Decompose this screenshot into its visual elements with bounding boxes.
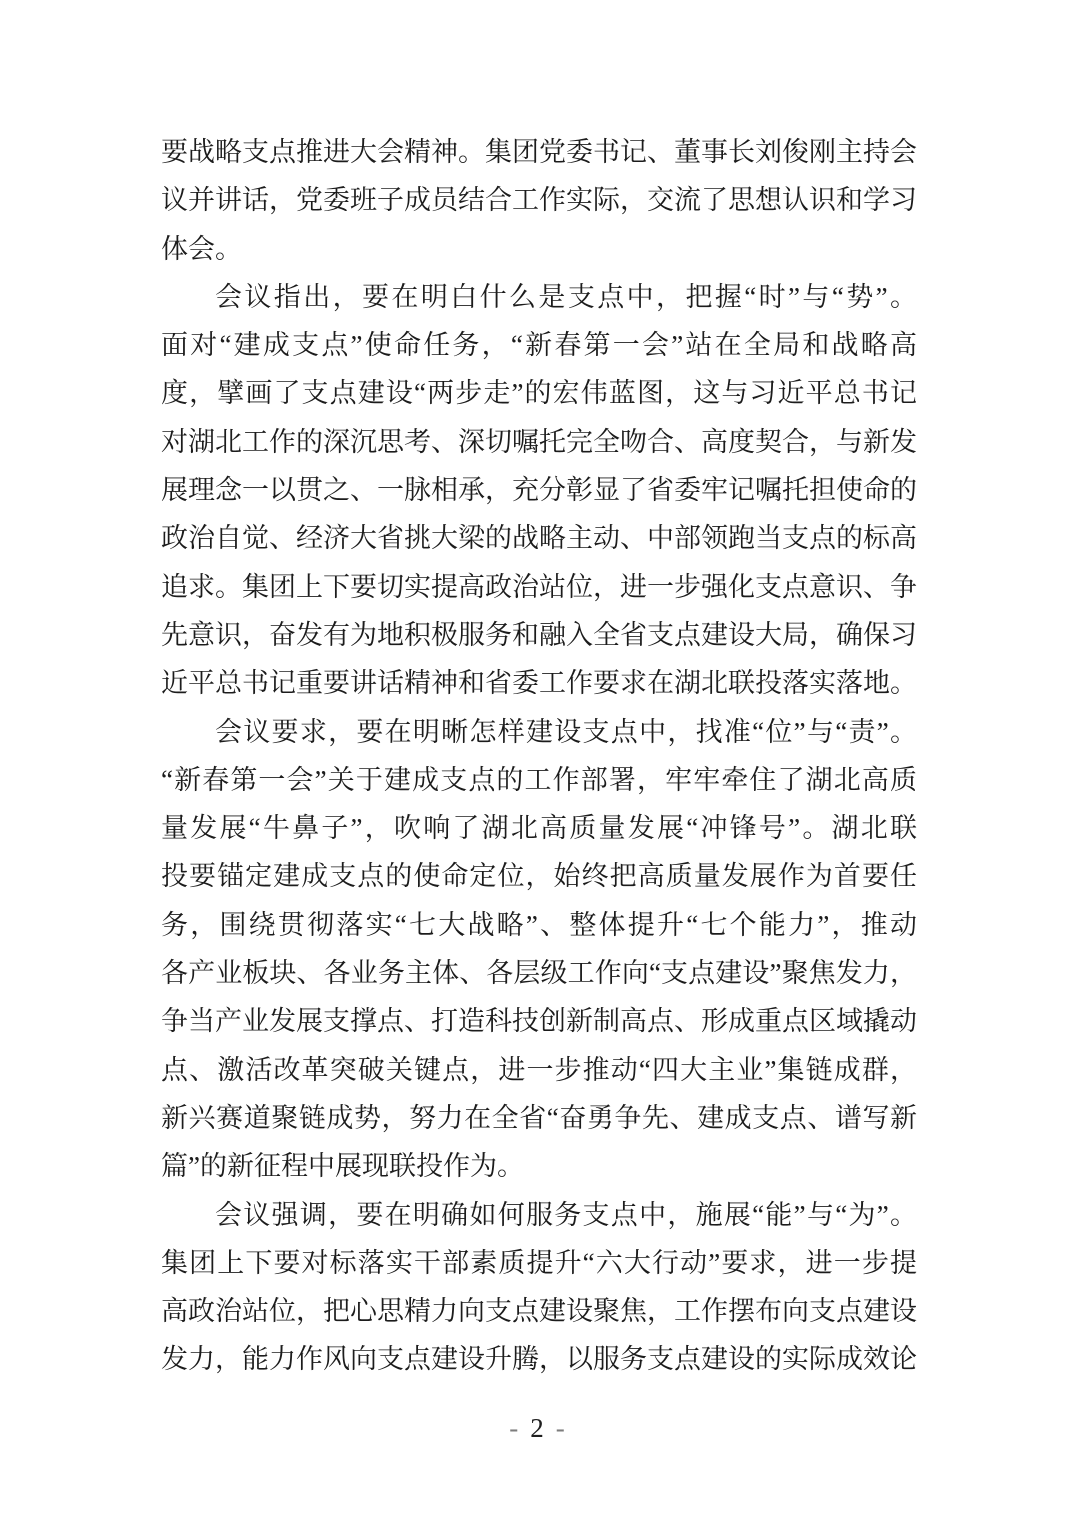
page-number-dash-right: - xyxy=(555,1413,565,1443)
text-line: 投要锚定建成支点的使命定位，始终把高质量发展作为首要任 xyxy=(161,861,917,892)
text-line: 度，擘画了支点建设“两步走”的宏伟蓝图，这与习近平总书记 xyxy=(161,378,917,409)
text-line: 要战略支点推进大会精神。集团党委书记、董事长刘俊刚主持会 xyxy=(161,137,917,167)
text-line: 量发展“牛鼻子”，吹响了湖北高质量发展“冲锋号”。湖北联 xyxy=(161,813,917,844)
text-line: 新兴赛道聚链成势，努力在全省“奋勇争先、建成支点、谱写新 xyxy=(161,1102,917,1133)
text-line: 近平总书记重要讲话精神和省委工作要求在湖北联投落实落地。 xyxy=(161,668,917,699)
text-line: 篇”的新征程中展现联投作为。 xyxy=(161,1151,524,1182)
text-line: 议并讲话，党委班子成员结合工作实际，交流了思想认识和学习 xyxy=(161,185,917,216)
text-line: 集团上下要对标落实干部素质提升“六大行动”要求，进一步提 xyxy=(161,1247,917,1278)
text-line: 会议要求，要在明晰怎样建设支点中，找准“位”与“责”。 xyxy=(215,716,917,747)
text-line: 争当产业发展支撑点、打造科技创新制高点、形成重点区域撬动 xyxy=(161,1006,917,1037)
page-number-value: 2 xyxy=(530,1413,544,1443)
text-line: 先意识，奋发有为地积极服务和融入全省支点建设大局，确保习 xyxy=(161,619,917,650)
text-line: 政治自觉、经济大省挑大梁的战略主动、中部领跑当支点的标高 xyxy=(161,523,917,554)
text-line: 务，围绕贯彻落实“七大战略”、整体提升“七个能力”，推动 xyxy=(161,909,917,940)
text-line: 各产业板块、各业务主体、各层级工作向“支点建设”聚焦发力， xyxy=(161,958,917,989)
text-line: 会议指出，要在明白什么是支点中，把握“时”与“势”。 xyxy=(215,281,917,312)
page-number-dash-left: - xyxy=(509,1413,519,1443)
text-line: “新春第一会”关于建成支点的工作部署，牢牢牵住了湖北高质 xyxy=(161,764,917,795)
text-line: 体会。 xyxy=(161,233,242,264)
text-line: 对湖北工作的深沉思考、深切嘱托完全吻合、高度契合，与新发 xyxy=(161,426,917,457)
page-number xyxy=(0,1408,1074,1448)
document-body xyxy=(161,128,917,1384)
text-line: 点、激活改革突破关键点，进一步推动“四大主业”集链成群， xyxy=(161,1054,917,1085)
text-line: 展理念一以贯之、一脉相承，充分彰显了省委牢记嘱托担使命的 xyxy=(161,475,917,506)
text-line: 追求。集团上下要切实提高政治站位，进一步强化支点意识、争 xyxy=(161,571,917,602)
text-line: 高政治站位，把心思精力向支点建设聚焦，工作摆布向支点建设 xyxy=(161,1296,917,1327)
text-line: 面对“建成支点”使命任务，“新春第一会”站在全局和战略高 xyxy=(161,330,917,361)
text-line: 会议强调，要在明确如何服务支点中，施展“能”与“为”。 xyxy=(215,1199,917,1230)
text-line: 发力，能力作风向支点建设升腾，以服务支点建设的实际成效论 xyxy=(161,1344,917,1375)
